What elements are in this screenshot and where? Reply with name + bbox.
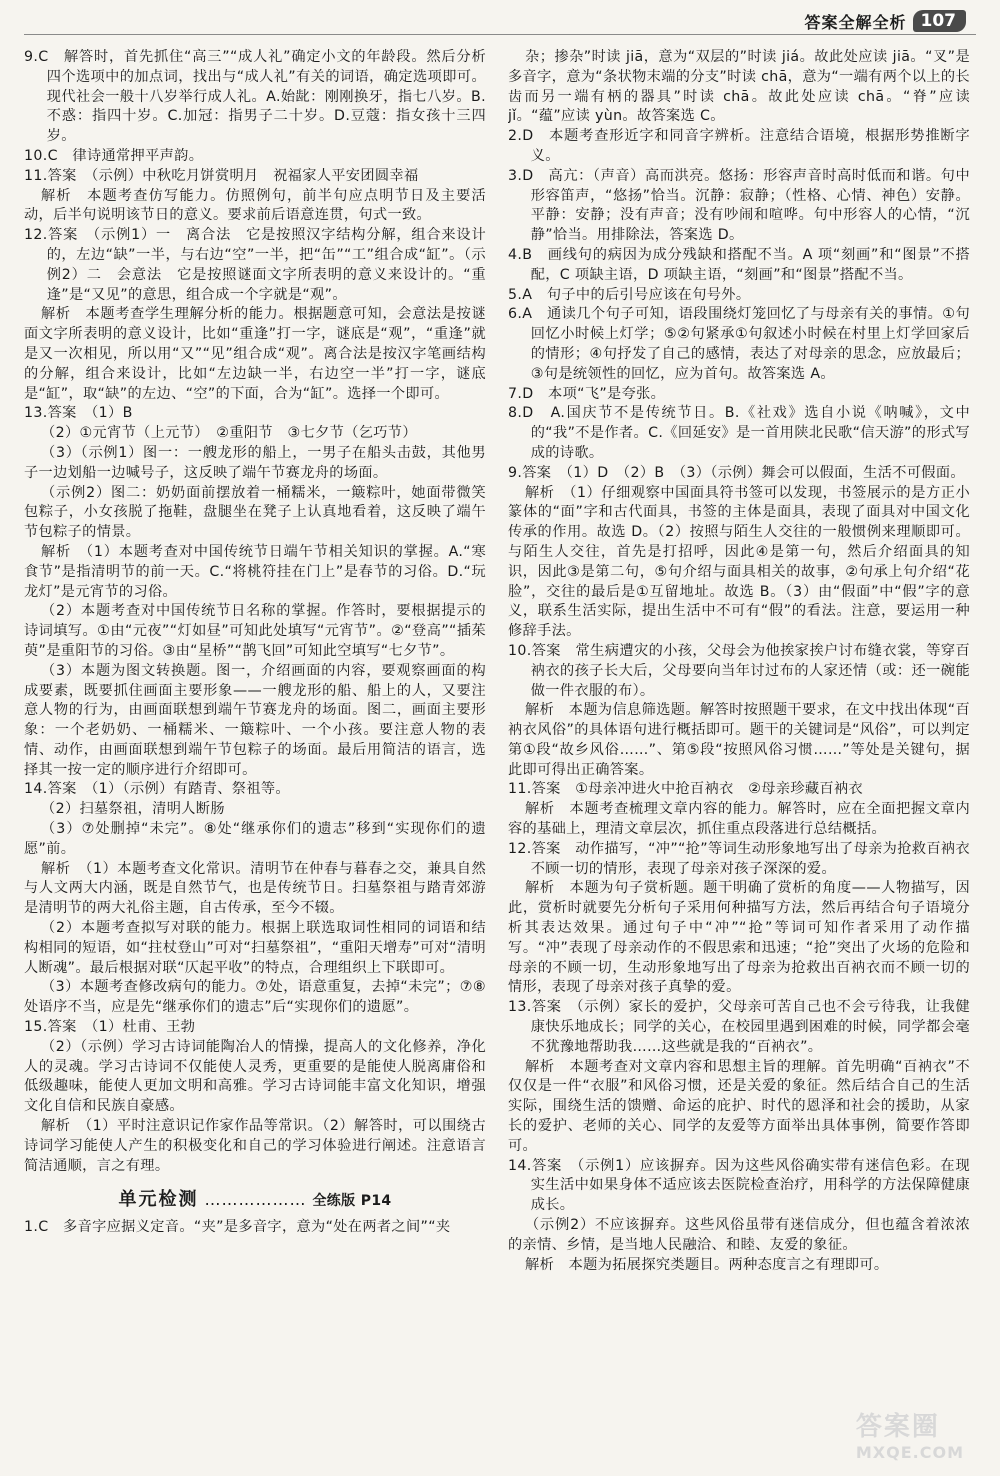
section-tag: 全练版 P14 [312, 1193, 392, 1210]
right-paragraph: 解析 本题考查梳理文章内容的能力。解答时，应在全面把握文章内容的基础上，理清文章层次，抓住重点段落进行总结概括。 [508, 801, 970, 838]
right-paragraph: 解析 本题为句子赏析题。题干明确了赏析的角度——人物描写，因此，赏析时就要先分析句子采用何种描写方法，然后再结合句子语境分析其表达效果。通过句子中“冲”“抢”等词可知作者采用了动作描写。“冲”表现了母亲动作的不假思索和迅速；“抢”突出了火场的危险和母亲的不顾一切，生动形象地写出了母亲为抢救出百衲衣而不顾一切的情形，表现了母亲对孩子真挚的爱。 [508, 880, 970, 996]
right-paragraph: 解析 本题为拓展探究类题目。两种态度言之有理即可。 [525, 1256, 889, 1273]
right-paragraph: 解析 本题为信息筛选题。解答时按照题干要求，在文中找出体现“百衲衣风俗”的具体语句进行概括即可。题干的关键词是“风俗”，可以判定第①段“故乡风俗……”、第⑤段“按照风俗习惯……”等处是关键句，据此即可得出正确答案。 [508, 702, 970, 778]
left-paragraph: 13.答案 （1）B [24, 405, 133, 422]
watermark-url: MXQE.COM [855, 1443, 964, 1462]
right-paragraph: 杂；掺杂”时读 jiā，意为“双层的”时读 jiá。故此处应读 jiā。“叉”是多音字，意为“条状物末端的分支”时读 chā，意为“一端有两个以上的长齿而另一端有柄的器具”时读 chā。故此处应读 chā。“脊”应读 jǐ。“蕴”应读 yùn。故答案选 C。 [508, 49, 970, 125]
right-paragraph: 10.答案 常生病遭灾的小孩，父母会为他挨家挨户讨布缝衣裳，等穿百衲衣的孩子长大后，父母要向当年讨过布的人家还情（或：还一碗能做一件衣服的布）。 [508, 642, 970, 699]
left-paragraph: 15.答案 （1）杜甫、王勃 [24, 1019, 196, 1036]
left-paragraph: （3）本题为图文转换题。图一，介绍画面的内容，要观察画面的构成要素，既要抓住画面主要形象——一艘龙形的船、船上的人，又要注意人物的行为，由画面联想到端午节赛龙舟的场面。图二，画面主要形象：一个老奶奶、一桶糯米、一簸粽叶、一个小孩。要注意人物的表情、动作，由画面联想到端午节包粽子的场面。最后用简洁的语言，选择其一按一定的顺序进行介绍即可。 [24, 662, 486, 778]
watermark-text: 答案圈 [855, 1412, 940, 1442]
right-paragraph: 解析 （1）仔细观察中国面具符书签可以发现，书签展示的是方正小篆体的“面”字和古代面具，书签的主体是面具，表现了面具对中国文化传承的作用。故选 D。（2）按照与陌生人交往的一般惯例来理顺即可。与陌生人交往，首先是打招呼，因此④是第一句，然后介绍面具的知识，因此③是第二句，⑤句介绍与面具相关的故事，②句承上句介绍“花脸”，交往的最后是①互留地址。故选 B。（3）由“假面”中“假”字的意义，联系生活实际，提出生活中不可有“假”的看法。注意，要运用一种修辞手法。 [508, 484, 970, 640]
right-column [508, 48, 970, 1466]
left-paragraph: （3）本题考查修改病句的能力。⑦处，语意重复，去掉“未完”；⑦⑧处语序不当，应是先“继承你们的遗志”后“实现你们的遗愿”。 [24, 979, 486, 1016]
right-paragraph: 5.A 句子中的后引号应该在句号外。 [508, 286, 751, 303]
watermark-logo [856, 1406, 964, 1462]
left-paragraph: （2）扫墓祭祖，清明人断肠 [41, 801, 225, 818]
right-paragraph: 3.D 高亢：（声音）高而洪亮。悠扬：形容声音时高时低而和谐。句中形容笛声，“悠扬”恰当。沉静：寂静；（性格、心情、神色）安静。平静：安静；没有声音；没有吵闹和喧哗。句中形容人的心情，“沉静”恰当。用排除法，答案选 D。 [508, 167, 970, 244]
right-paragraph: 8.D A.国庆节不是传统节日。B.《社戏》选自小说《呐喊》，文中的“我”不是作者。C.《回延安》是一首用陕北民歌“信天游”的形式写成的诗歌。 [508, 405, 970, 461]
left-paragraph: （2）本题考查拟写对联的能力。根据上联选取词性相同的词语和结构相同的短语，如“拄杖登山”可对“扫墓祭祖”，“重阳天增寿”可对“清明人断魂”。最后根据对联“仄起平收”的特点，合理组织上下联即可。 [24, 920, 486, 976]
left-paragraph: 12.答案 （示例1）一 离合法 它是按照汉字结构分解，组合来设计的，左边“缺”一半，与右边“空”一半，把“缶”“工”组合成“缸”。（示例2）二 会意法 它是按照谜面文字所表明的意义来设计的。“重逢”是“又见”的意思，组合成一个字就是“观”。 [24, 227, 486, 303]
header-rule [24, 34, 976, 35]
right-paragraph: 7.D 本项“飞”是夸张。 [508, 385, 666, 402]
left-paragraph: 9.C 解答时，首先抓住“高三”“成人礼”确定小文的年龄段。然后分析四个选项中的加点词，找出与“成人礼”有关的词语，确定选项即可。现代社会一般十八岁举行成人礼。A.始龀：刚刚换牙，指七八岁。B.不惑：指四十岁。C.加冠：指男子二十岁。D.豆蔻：指女孩十三四岁。 [24, 49, 486, 145]
right-paragraph: 13.答案 （示例）家长的爱护，父母亲可苦自己也不会亏待我，让我健康快乐地成长；同学的关心，在校园里遇到困难的时候，同学都会毫不犹豫地帮助我……这些就是我的“百衲衣”。 [508, 999, 970, 1055]
left-column [24, 48, 486, 1466]
right-paragraph: 6.A 通读几个句子可知，语段围绕灯笼回忆了与母亲有关的事情。①句回忆小时候上灯学；⑤②句紧承①句叙述小时候在村里上灯学回家后的情形；④句抒发了自己的感情，表达了对母亲的思念，应放最后；③句是统领性的回忆，应为首句。故答案选 A。 [508, 306, 970, 382]
page-number-badge: 107 [913, 10, 967, 32]
left-paragraph: 解析 本题考查学生理解分析的能力。根据题意可知，会意法是按谜面文字所表明的意义设计，比如“重逢”打一字，谜底是“观”，“重逢”就是又一次相见，所以用“又”“见”组合成“观”。离合法是按汉字笔画结构的分解，组合来设计，比如“左边缺一半，右边空一半”打一字，谜底是“缸”，取“缺”的左边、“空”的下面，合为“缸”。选择一个即可。 [24, 306, 486, 402]
right-paragraph: 2.D 本题考查形近字和同音字辨析。注意结合语境，根据形势推断字义。 [508, 128, 970, 164]
page-header [804, 8, 966, 34]
right-paragraph: 14.答案 （示例1）应该摒弃。因为这些风俗确实带有迷信色彩。在现实生活中如果身体不适应该去医院检查治疗，用科学的方法保障健康成长。 [508, 1157, 970, 1214]
left-paragraph: （2）①元宵节（上元节） ②重阳节 ③七夕节（乞巧节） [41, 425, 417, 442]
left-paragraph: （示例2）图二：奶奶面前摆放着一桶糯米，一簸粽叶，她面带微笑包粽子，小女孩脱了拖鞋，盘腿坐在凳子上认真地看着，这反映了端午节包粽子的情景。 [24, 484, 486, 541]
left-paragraph: 解析 （1）本题考查对中国传统节日端午节相关知识的掌握。A.“寒食节”是指清明节的前一天。C.“将桃符挂在门上”是春节的习俗。D.“玩龙灯”是元宵节的习俗。 [24, 543, 486, 600]
header-title: 答案全解全析 [804, 12, 907, 32]
left-paragraph: 11.答案 （示例）中秋吃月饼赏明月 祝福家人平安团圆幸福 [24, 167, 419, 184]
right-paragraph: 4.B 画线句的病因为成分残缺和搭配不当。A 项“刻画”和“图景”不搭配，C 项缺主语，D 项缺主语，“刻画”和“图景”搭配不当。 [508, 246, 970, 283]
left-tail-paragraph: 1.C 多音字应据义定音。“夹”是多音字，意为“处在两者之间”“夹 [24, 1219, 451, 1236]
left-paragraph: 10.C 律诗通常押平声韵。 [24, 147, 204, 164]
left-paragraph: （3）（示例1）图一：一艘龙形的船上，一男子在船头击鼓，其他男子一边划船一边喊号子，这反映了端午节赛龙舟的场面。 [24, 444, 486, 481]
right-paragraph: （示例2）不应该摒弃。这些风俗虽带有迷信成分，但也蕴含着浓浓的亲情、乡情，是当地人民融洽、和睦、友爱的象征。 [508, 1217, 970, 1253]
left-paragraph: （3）⑦处删掉“未完”。⑧处“继承你们的遗志”移到“实现你们的遗愿”前。 [24, 821, 486, 857]
right-paragraph: 9.答案 （1）D （2）B （3）（示例）舞会可以假面，生活不可假面。 [508, 464, 965, 481]
left-paragraph: （2）（示例）学习古诗词能陶冶人的情操，提高人的文化修养，净化人的灵魂。学习古诗词不仅能使人灵秀，更重要的是能使人脱离庸俗和低级趣味，能使人更加文明和高雅。学习古诗词能丰富文化知识，增强文化自信和民族自豪感。 [24, 1038, 486, 1115]
right-paragraph: 解析 本题考查对文章内容和思想主旨的理解。首先明确“百衲衣”不仅仅是一件“衣服”和风俗习惯，还是关爱的象征。然后结合自己的生活实际，围绕生活的馈赠、命运的庇护、时代的恩泽和社会的援助，从家长的爱护、老师的关心、同学的友爱等方面举出具体事例，简要作答即可。 [508, 1058, 970, 1154]
right-paragraph: 12.答案 动作描写，“冲”“抢”等词生动形象地写出了母亲为抢救百衲衣不顾一切的情形，表现了母亲对孩子深深的爱。 [508, 840, 970, 877]
section-title: 单元检测 [118, 1189, 199, 1211]
section-dots: ……………… [204, 1190, 307, 1210]
left-paragraph: 解析 （1）本题考查文化常识。清明节在仲春与暮春之交，兼具自然与人文两大内涵，既是自然节气，也是传统节日。扫墓祭祖与踏青郊游是清明节的两大礼俗主题，自古传承，至今不辍。 [24, 860, 486, 917]
left-paragraph: （2）本题考查对中国传统节日名称的掌握。作答时，要根据提示的诗词填写。①由“元夜”“灯如昼”可知此处填写“元宵节”。②“登高”“插茱萸”是重阳节的习俗。③由“星桥”“鹊飞回”可知此空填写“七夕节”。 [24, 603, 486, 659]
left-paragraph: 解析 本题考查仿写能力。仿照例句，前半句应点明节日及主要活动，后半句说明该节日的意义。要求前后语意连贯，句式一致。 [24, 187, 486, 224]
left-paragraph: 解析 （1）平时注意识记作家作品等常识。（2）解答时，可以围绕古诗词学习能使人产生的积极变化和自己的学习体验进行阐述。注意语言简洁通顺，言之有理。 [24, 1118, 486, 1174]
section-heading [24, 1190, 486, 1212]
right-paragraph: 11.答案 ①母亲冲进火中抢百衲衣 ②母亲珍藏百衲衣 [508, 781, 864, 798]
left-paragraph: 14.答案 （1）（示例）有踏青、祭祖等。 [24, 781, 290, 798]
